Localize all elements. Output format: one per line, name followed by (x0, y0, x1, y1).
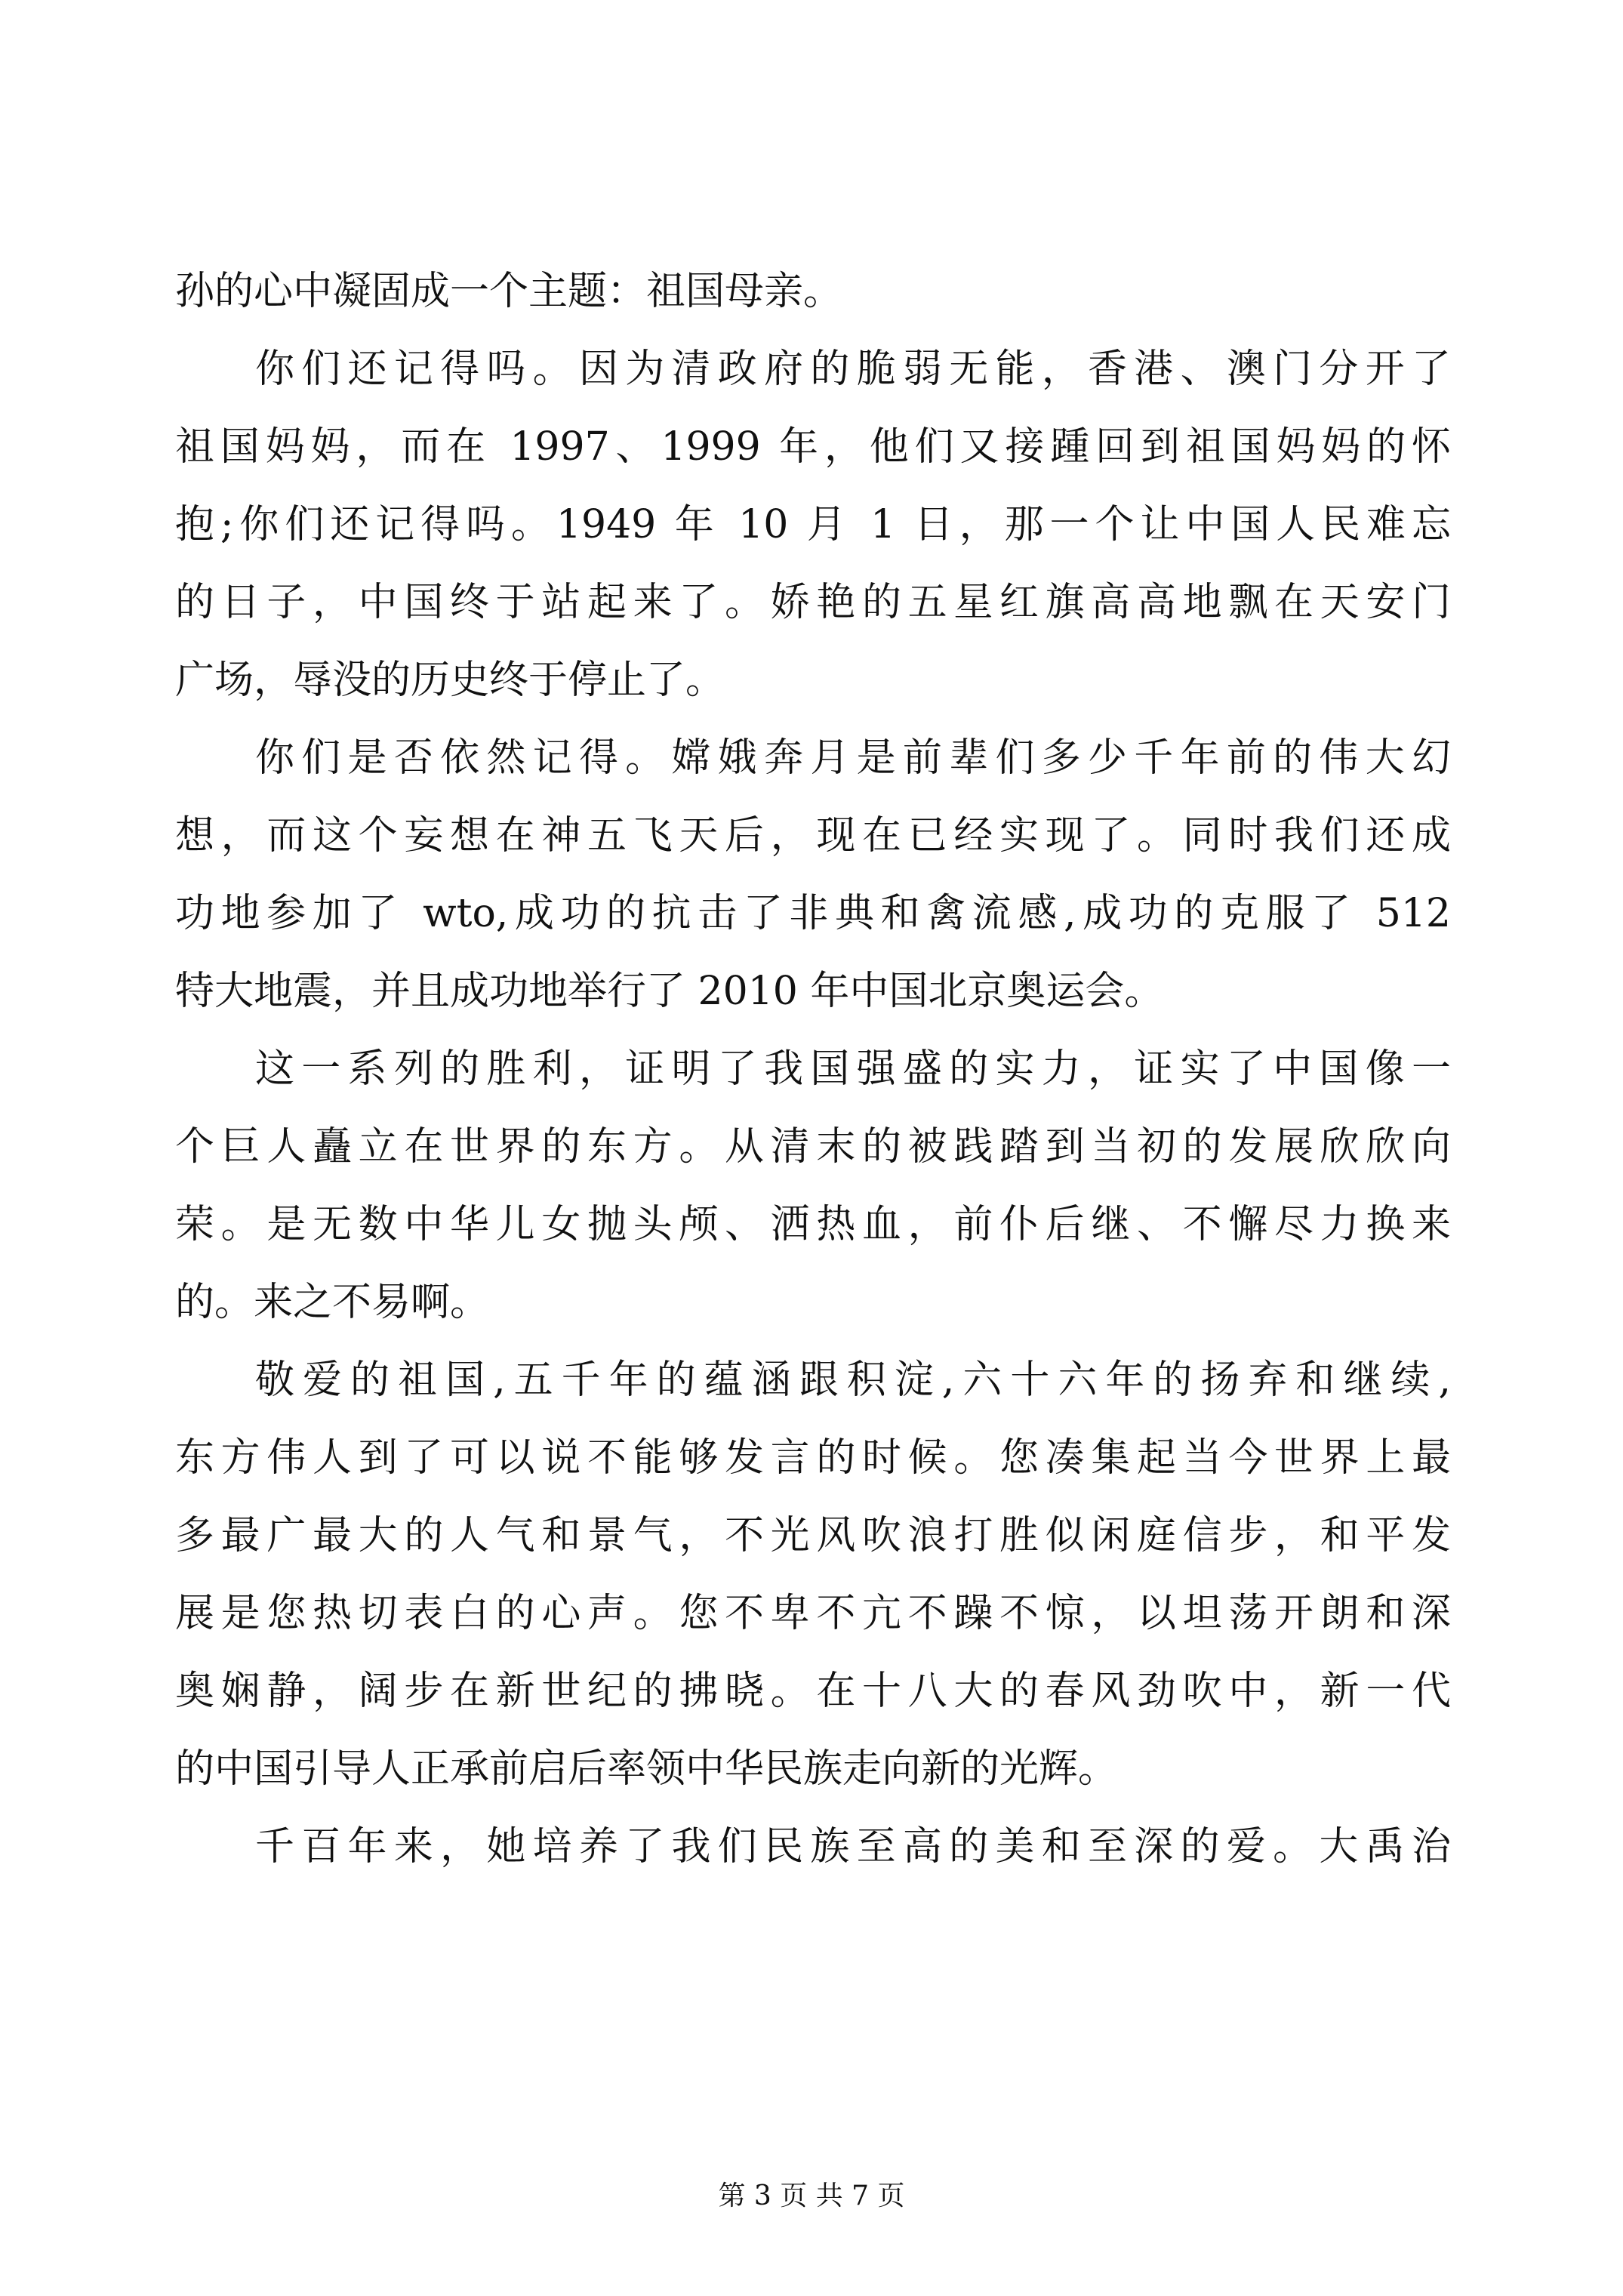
text-line: 这一系列的胜利，证明了我国强盛的实力，证实了中国像一 (255, 1046, 1451, 1092)
text-line: 奥娴静，阔步在新世纪的拂晓。在十八大的春风劲吹中，新一代 (175, 1669, 1451, 1714)
text-line: 孙的心中凝固成一个主题：祖国母亲。 (175, 269, 843, 314)
text-line: 荣。是无数中华儿女抛头颅、洒热血，前仆后继、不懈尽力换来 (175, 1202, 1451, 1247)
text-line: 个巨人矗立在世界的东方。从清末的被践踏到当初的发展欣欣向 (175, 1124, 1451, 1170)
text-line: 敬爱的祖国,五千年的蕴涵跟积淀,六十六年的扬弃和继续, (255, 1358, 1451, 1403)
paragraph (175, 1342, 1451, 1808)
text-line: 广场，辱没的历史终于停止了。 (175, 658, 725, 703)
text-line: 千百年来，她培养了我们民族至高的美和至深的爱。大禹治 (255, 1824, 1451, 1869)
document-body (175, 253, 1451, 1886)
paragraph (175, 253, 1451, 331)
text-line: 展是您热切表白的心声。您不卑不亢不躁不惊，以坦荡开朗和深 (175, 1591, 1451, 1636)
text-line: 的日子，中国终于站起来了。娇艳的五星红旗高高地飘在天安门 (175, 580, 1451, 625)
text-line: 东方伟人到了可以说不能够发言的时候。您凑集起当今世界上最 (175, 1435, 1451, 1481)
page-number-footer: 第 3 页 共 7 页 (718, 2180, 905, 2211)
text-line: 祖国妈妈，而在 1997、1999 年，他们又接踵回到祖国妈妈的怀 (175, 424, 1451, 470)
text-line: 的中国引导人正承前启后率领中华民族走向新的光辉。 (175, 1746, 1118, 1792)
text-line: 的。来之不易啊。 (175, 1280, 490, 1325)
paragraph (175, 1031, 1451, 1342)
paragraph (175, 331, 1451, 720)
text-line: 多最广最大的人气和景气，不光风吹浪打胜似闲庭信步，和平发 (175, 1513, 1451, 1558)
text-line: 你们还记得吗。因为清政府的脆弱无能，香港、澳门分开了 (255, 347, 1451, 392)
text-line: 抱;你们还记得吗。1949 年 10 月 1 日，那一个让中国人民难忘 (175, 502, 1451, 547)
text-line: 想，而这个妄想在神五飞天后，现在已经实现了。同时我们还成 (175, 813, 1451, 858)
text-line: 特大地震，并且成功地举行了 2010 年中国北京奥运会。 (175, 969, 1164, 1014)
paragraph (175, 720, 1451, 1031)
paragraph (175, 1808, 1451, 1886)
text-line: 功地参加了 wto,成功的抗击了非典和禽流感,成功的克服了 512 (175, 891, 1451, 936)
text-line: 你们是否依然记得。嫦娥奔月是前辈们多少千年前的伟大幻 (255, 735, 1451, 781)
